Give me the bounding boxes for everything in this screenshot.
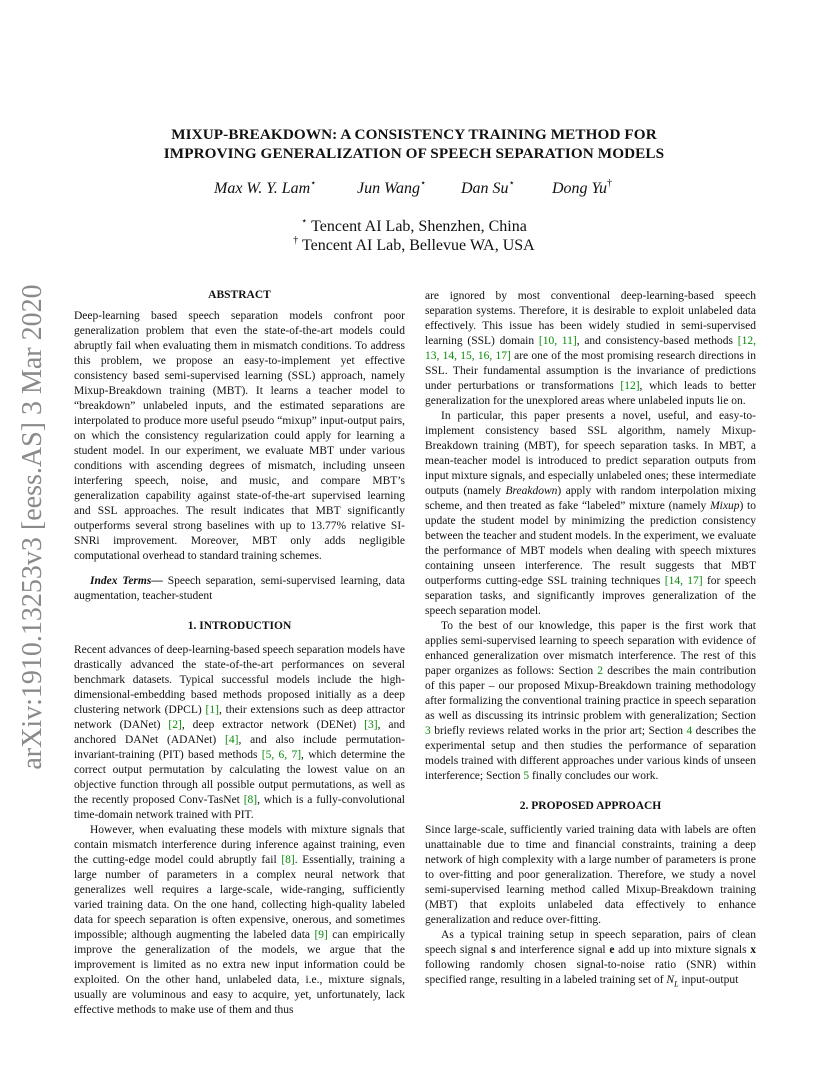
paper-title	[0, 125, 828, 163]
proposed-heading: 2. PROPOSED APPROACH	[519, 800, 662, 812]
right-column	[425, 289, 756, 991]
author: Dan Su⋆	[461, 178, 515, 197]
title-line-1: MIXUP-BREAKDOWN: A CONSISTENCY TRAINING METHOD FOR	[171, 126, 657, 143]
citation-link[interactable]: [1]	[205, 704, 219, 716]
section-link[interactable]: 5	[523, 770, 530, 782]
citation-link[interactable]: [10, 11]	[538, 335, 577, 347]
section-link[interactable]: 2	[597, 665, 604, 677]
citation-link[interactable]: [5, 6, 7]	[261, 749, 302, 761]
intro-heading: 1. INTRODUCTION	[187, 620, 292, 632]
abstract-text: Deep-learning based speech separation models confront poor generalization problem that even the state-of-the-art models could abruptly fail when evaluating them in mismatch conditions. To address this problem, we propose an easy-to-implement yet effective consistency based semi-supervised learning (SSL) approach, namely Mixup-Breakdown training (MBT). It learns a teacher model to “breakdown” unlabeled inputs, and the estimated separations are interpolated to produce more useful pseudo “mixup” input-output pairs, on which the consistency regularization could apply for learning a student model. In our experiment, we evaluate MBT under various conditions with ascending degrees of mismatch, including unseen interfering speech, noise, and music, and compare MBT’s generalization capability against state-of-the-art supervised learning and SSL approaches. The result indicates that MBT significantly outperforms several strong baselines with up to 13.77% relative SI-SNRi improvement. Moreover, MBT only adds negligible computational overhead to standard training schemes.	[74, 310, 405, 562]
affiliation: † Tencent AI Lab, Bellevue WA, USA	[293, 235, 535, 254]
author-list	[0, 178, 828, 200]
citation-link[interactable]: [8]	[243, 794, 258, 806]
left-column	[74, 288, 405, 1018]
citation-link[interactable]: [2]	[168, 719, 182, 731]
author: Max W. Y. Lam⋆	[214, 178, 317, 197]
intro-paragraph-5: To the best of our knowledge, this paper is the first work that applies semi-supervised learning to speech separation with evidence of enhanced generalization over mismatch interference. The rest of this paper organizes as follows: Section 2 describes the main contribution of this paper – our proposed Mixup-Breakdown training methodology after formalizing the conventional training practice in speech separation as well as discussing its intrinsic problem with generalization; Section 3 briefly reviews related works in the prior art; Section 4 describes the experimental setup and then studies the performance of separation models trained with different approaches under various kinds of unseen interference; Section 5 finally concludes our work.	[425, 620, 756, 782]
citation-link[interactable]: [12]	[620, 380, 640, 392]
citation-link[interactable]: [4]	[225, 734, 239, 746]
proposed-paragraph-1: Since large-scale, sufficiently varied training data with labels are often unattainable due to time and financial constraints, training a deep network of high complexity with a large number of parameters is prone to over-fitting and poor generalization. Therefore, we study a novel semi-supervised learning method called Mixup-Breakdown training (MBT) that exploits unlabeled data effectively to enhance generalization and reduce over-fitting.	[425, 824, 756, 926]
index-terms: Index Terms— Speech separation, semi-supervised learning, data augmentation, teacher-student	[74, 575, 405, 602]
intro-paragraph-1: Recent advances of deep-learning-based speech separation models have drastically advanced the state-of-the-art performances on several benchmark datasets. Typical successful models include the high-dimensional-embedding based methods proposed initially as a deep clustering network (DPCL) [1], their extensions such as deep attractor network (DANet) [2], deep extractor network (DENet) [3], and anchored DANet (ADANet) [4], and also include permutation-invariant-training (PIT) based methods [5, 6, 7], which determine the correct output permutation by calculating the lowest value on an objective function through all possible output permutations, as well as the recently proposed Conv-TasNet [8], which is a fully-convolutional time-domain network trained with PIT.	[74, 644, 405, 821]
author: Jun Wang⋆	[357, 178, 427, 197]
intro-paragraph-4: In particular, this paper presents a novel, useful, and easy-to-implement consistency based SSL algorithm, namely Mixup-Breakdown training (MBT), for speech separation tasks. In MBT, a mean-teacher model is introduced to predict separation outputs from input mixture signals, and especially unlabeled ones; these intermediate outputs (namely Breakdown) apply with random interpolation mixing scheme, and then treated as fake “labeled” mixture (namely Mixup) to update the student model by minimizing the prediction consistency between the teacher and student models. In the experiment, we evaluate the performance of MBT models when dealing with speech mixtures containing unseen interference. The result suggests that MBT outperforms cutting-edge SSL training techniques [14, 17] for speech separation tasks, and significantly improves generalization of the speech separation model.	[425, 410, 757, 617]
citation-link[interactable]: [14, 17]	[664, 575, 703, 587]
section-link[interactable]: 3	[425, 725, 431, 737]
intro-paragraph-2: However, when evaluating these models with mixture signals that contain mismatch interference during inference against training, even the cutting-edge model could abruptly fail [8]. Essentially, training a large number of parameters in a complex neural network that generalizes well requires a large-scale, wide-ranging, sufficiently varied training data. On the one hand, collecting high-quality labeled data for speech separation is often expensive, onerous, and sometimes impossible; although augmenting the labeled data [9] can empirically improve the generalization of the models, we argue that the improvement is limited as no extra new input information could be exploited. On the other hand, unlabeled data, i.e., mixture signals, usually are voluminous and easy to acquire, yet, unfortunately, lack effective methods to make use of them and thus	[74, 824, 406, 1016]
citation-link[interactable]: [3]	[364, 719, 378, 731]
intro-paragraph-3: are ignored by most conventional deep-learning-based speech separation systems. Therefore, it is desirable to exploit unlabeled data effectively. This issue has been widely studied in semi-supervised learning (SSL) domain [10, 11], and consistency-based methods [12, 13, 14, 15, 16, 17] are one of the most promising research directions in SSL. Their fundamental assumption is the invariance of predictions under perturbations or transformations [12], which leads to better generalization for the unexplored areas where unlabeled inputs lie on.	[425, 290, 756, 407]
abstract-heading: ABSTRACT	[208, 289, 271, 301]
affiliation: ⋆ Tencent AI Lab, Shenzhen, China	[301, 216, 527, 235]
citation-link[interactable]: [8]	[281, 854, 295, 866]
arxiv-stamp: arXiv:1910.13253v3 [eess.AS] 3 Mar 2020	[17, 284, 48, 770]
citation-link[interactable]: [12, 13, 14, 15, 16, 17]	[425, 335, 756, 362]
author: Dong Yu†	[552, 178, 612, 197]
title-line-2: IMPROVING GENERALIZATION OF SPEECH SEPARATION MODELS	[163, 145, 665, 162]
proposed-paragraph-2: As a typical training setup in speech separation, pairs of clean speech signal s and interference signal e add up into mixture signals x following randomly chosen signal-to-noise ratio (SNR) within specified range, resulting in a labeled training set of $N_L$ input-output	[425, 929, 756, 989]
section-link[interactable]: 4	[686, 725, 693, 737]
citation-link[interactable]: [9]	[314, 929, 328, 941]
